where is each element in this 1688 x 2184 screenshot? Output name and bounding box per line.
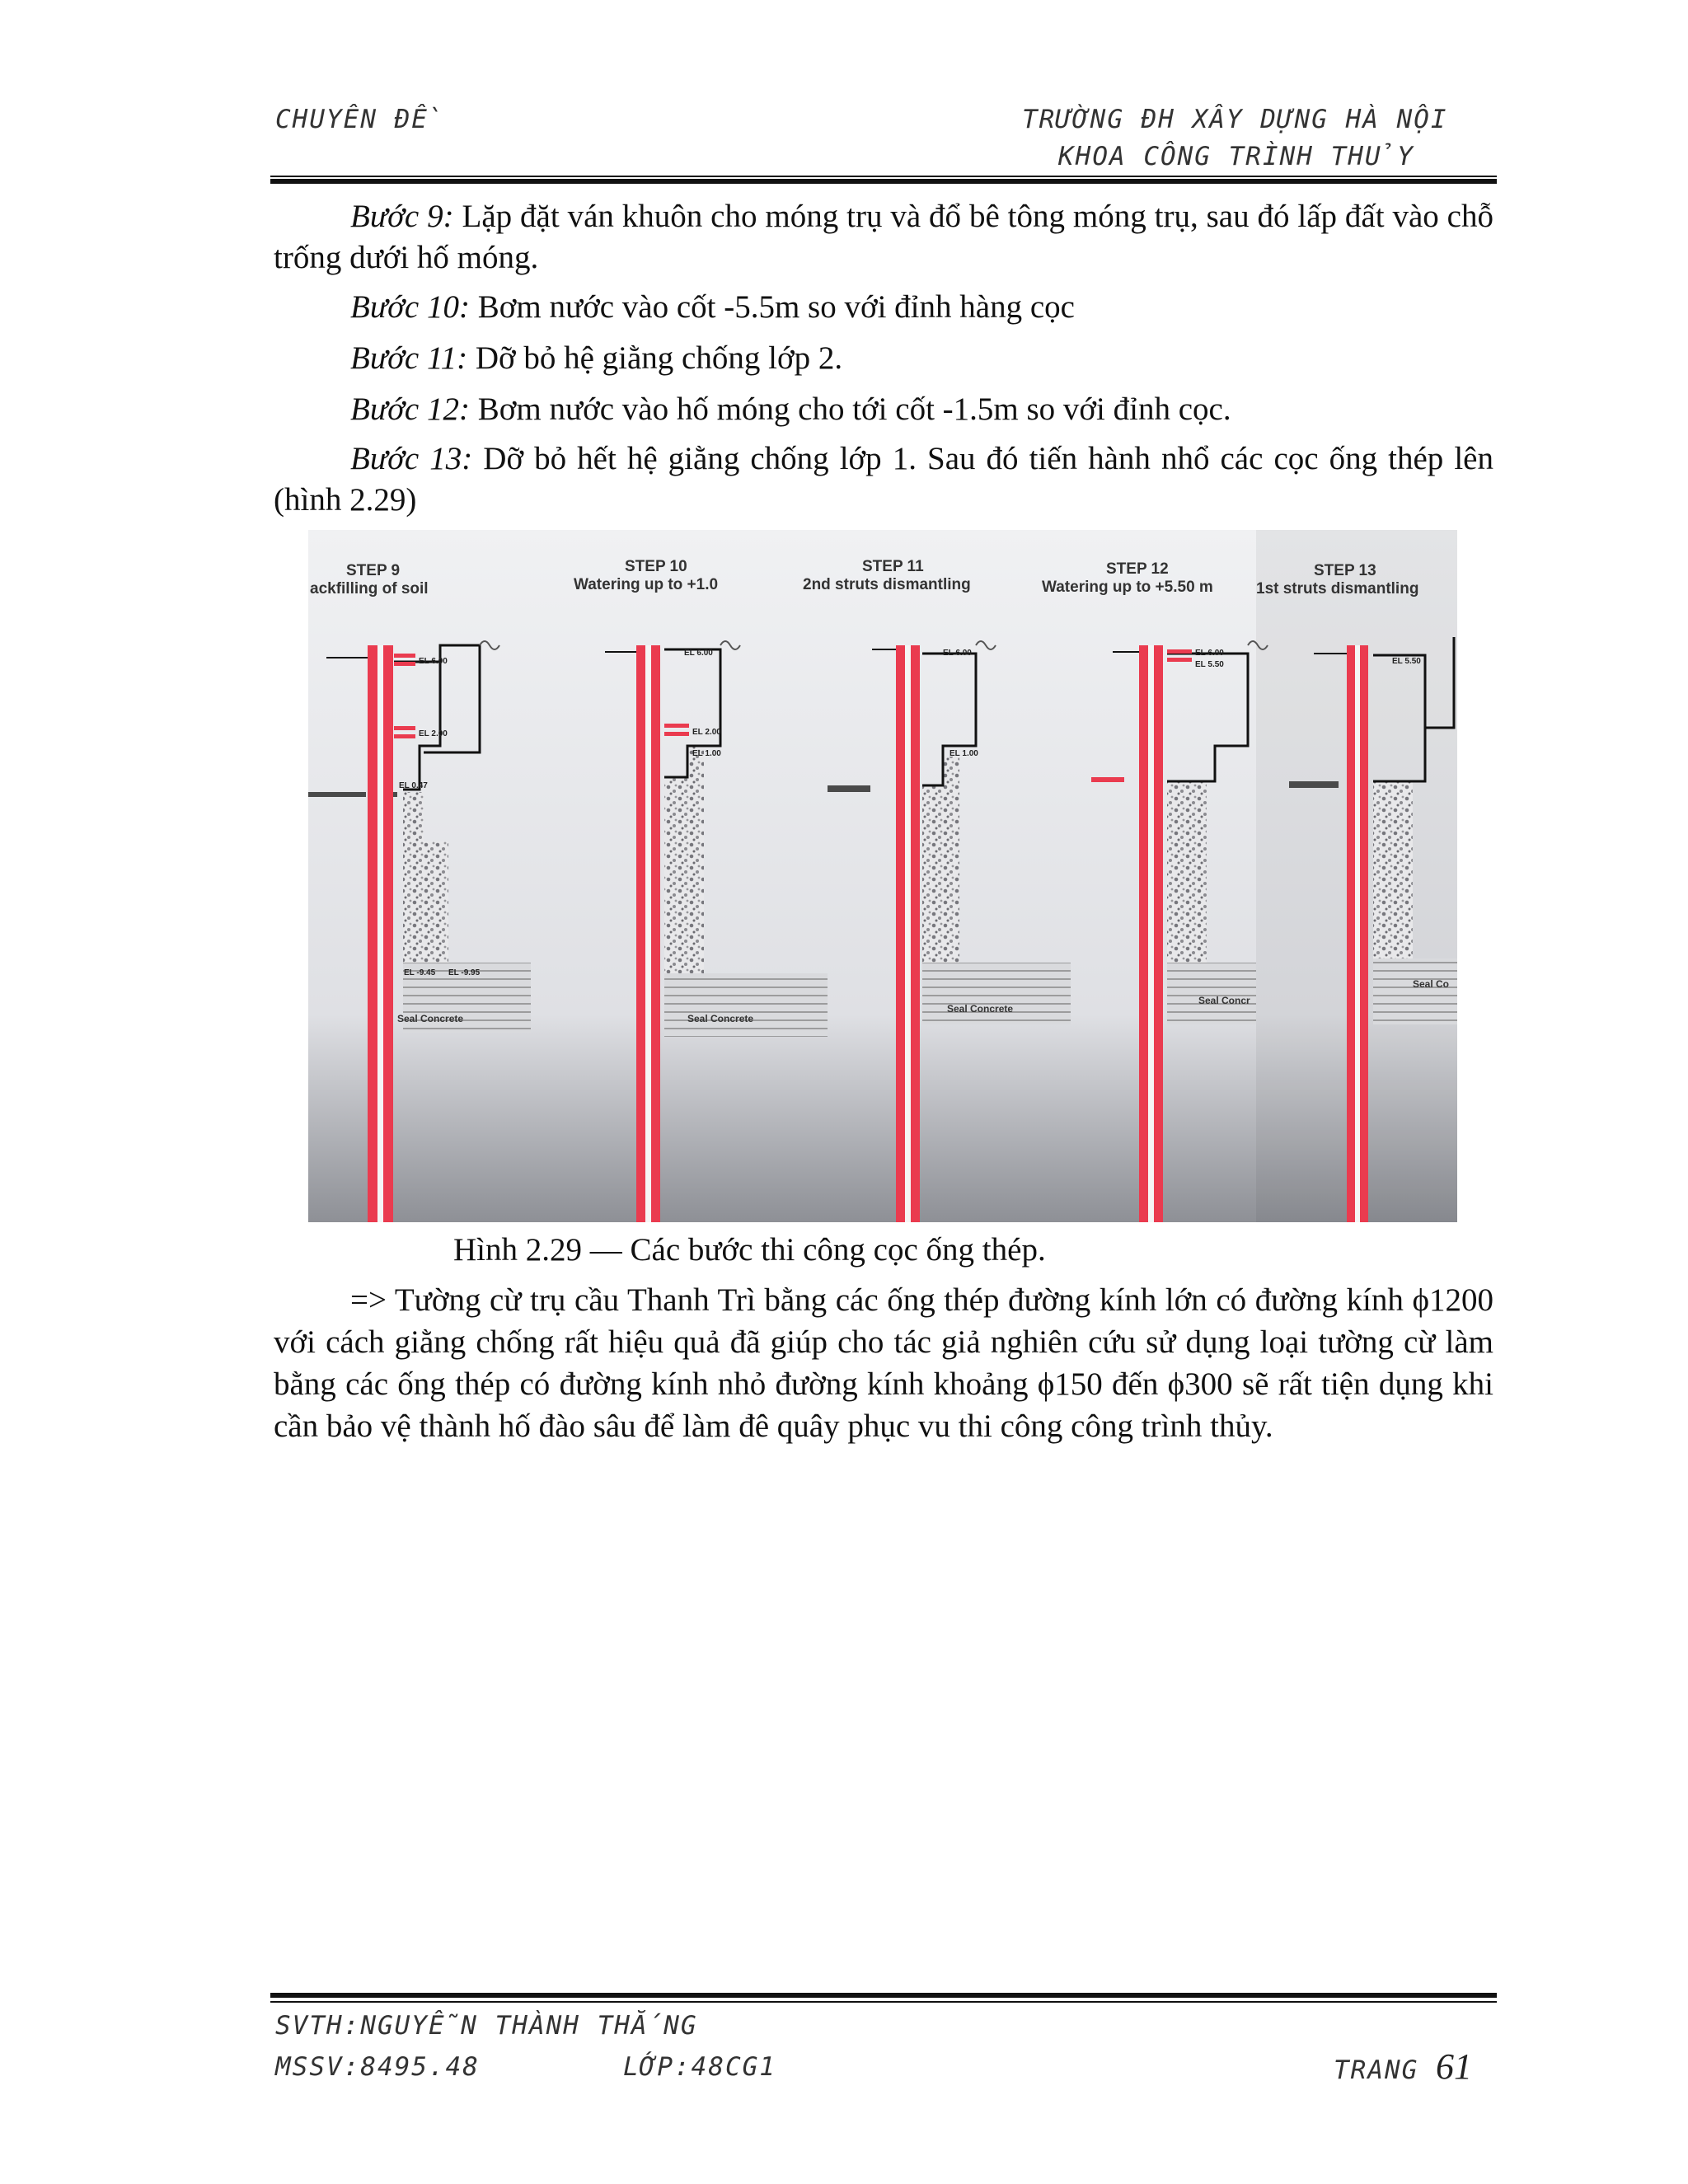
panel-step-13-subtitle: 1st struts dismantling (1256, 580, 1419, 598)
header-rule-thin (270, 176, 1497, 177)
step-10: Bước 10: Bơm nước vào cốt -5.5m so với đỉnh hàng cọc (350, 289, 1075, 325)
panel-step-9-el-4: EL -9.45 (404, 968, 436, 977)
step-9: Bước 9: Lặp đặt ván khuôn cho móng trụ và đổ bê tông móng trụ, sau đó lấp đất vào chỗ trống dưới hố móng. (274, 199, 1493, 275)
panel-step-12-seal: Seal Concr (1198, 995, 1250, 1006)
panel-step-11-subtitle: 2nd struts dismantling (803, 576, 971, 593)
footer-rule-thin (270, 2001, 1497, 2003)
header-left: CHUYÊN ĐỀ (275, 105, 444, 134)
panel-step-9-el-5: EL -9.95 (448, 968, 481, 977)
header-right-line1: TRƯỜNG ĐH XÂY DỰNG HÀ NỘI (1022, 105, 1448, 134)
footer-rule-thick (270, 1993, 1497, 1998)
panel-step-11-el-2: EL 1.00 (950, 749, 978, 758)
panel-step-10-subtitle: Watering up to +1.0 (574, 576, 719, 593)
step-13: Bước 13: Dỡ bỏ hết hệ giằng chống lớp 1. Sau đó tiến hành nhổ các cọc ống thép lên (hình 2.29) (274, 441, 1493, 518)
panel-step-11-seal: Seal Concrete (947, 1003, 1014, 1015)
panel-step-9-el-3: EL 0.47 (399, 781, 428, 790)
footer-page-number: 61 (1436, 2046, 1472, 2087)
step-11: Bước 11: Dỡ bỏ hệ giằng chống lớp 2. (350, 340, 843, 376)
panel-step-9-el-1: EL 6.00 (419, 657, 448, 666)
panel-step-9-title: STEP 9 (346, 562, 401, 579)
panel-step-10-el-1: EL 6.00 (684, 649, 713, 658)
panel-step-11-title: STEP 11 (862, 558, 924, 575)
construction-steps-figure (308, 530, 1457, 1222)
conclusion-paragraph: => Tường cừ trụ cầu Thanh Trì bằng các ống thép đường kính lớn có đường kính ϕ1200 với cách giằng chống rất hiệu quả đã giúp cho tác giả nghiên cứu sử dụng loại tường cừ làm bằng các ống thép có đường kính nhỏ đường kính khoảng ϕ150 đến ϕ300 sẽ rất tiện dụng khi cần bảo vệ thành hố đào sâu để làm đê quây phục vu thi công công trình thủy. (274, 1282, 1493, 1444)
panel-step-10-title: STEP 10 (625, 558, 687, 575)
step-12: Bước 12: Bơm nước vào hố móng cho tới cốt -1.5m so với đỉnh cọc. (350, 391, 1231, 427)
header-right-line2: KHOA CÔNG TRÌNH THỦY (1058, 142, 1414, 171)
panel-step-13-el-1: EL 5.50 (1392, 657, 1421, 666)
panel-step-10-seal: Seal Concrete (687, 1013, 754, 1024)
panel-step-10-el-2: EL 2.00 (692, 728, 721, 737)
panel-step-13-title: STEP 13 (1314, 562, 1376, 579)
footer-lop: LỚP:48CG1 (623, 2052, 776, 2082)
footer-mssv: MSSV:8495.48 (275, 2052, 480, 2082)
footer-student: SVTH:NGUYỄN THÀNH THẮNG (275, 2011, 698, 2041)
panel-step-12-subtitle: Watering up to +5.50 m (1042, 579, 1213, 596)
panel-step-12-title: STEP 12 (1106, 560, 1169, 578)
panel-step-11-el-1: EL 6.00 (943, 649, 972, 658)
footer-page-label: TRANG (1334, 2055, 1419, 2085)
panel-step-12-el-1: EL 6.00 (1195, 649, 1224, 658)
panel-step-9-seal: Seal Concrete (397, 1013, 464, 1024)
panel-step-13-seal: Seal Co (1413, 978, 1450, 990)
panel-step-9-el-2: EL 2.00 (419, 729, 448, 738)
figure-caption: Hình 2.29 — Các bước thi công cọc ống thép. (453, 1232, 1046, 1268)
panel-step-10-el-3: EL 1.00 (692, 749, 721, 758)
header-rule-thick (270, 179, 1497, 184)
panel-step-12-el-2: EL 5.50 (1195, 660, 1224, 669)
panel-step-9-subtitle: ackfilling of soil (310, 580, 429, 598)
footer-page (1334, 2046, 1472, 2088)
